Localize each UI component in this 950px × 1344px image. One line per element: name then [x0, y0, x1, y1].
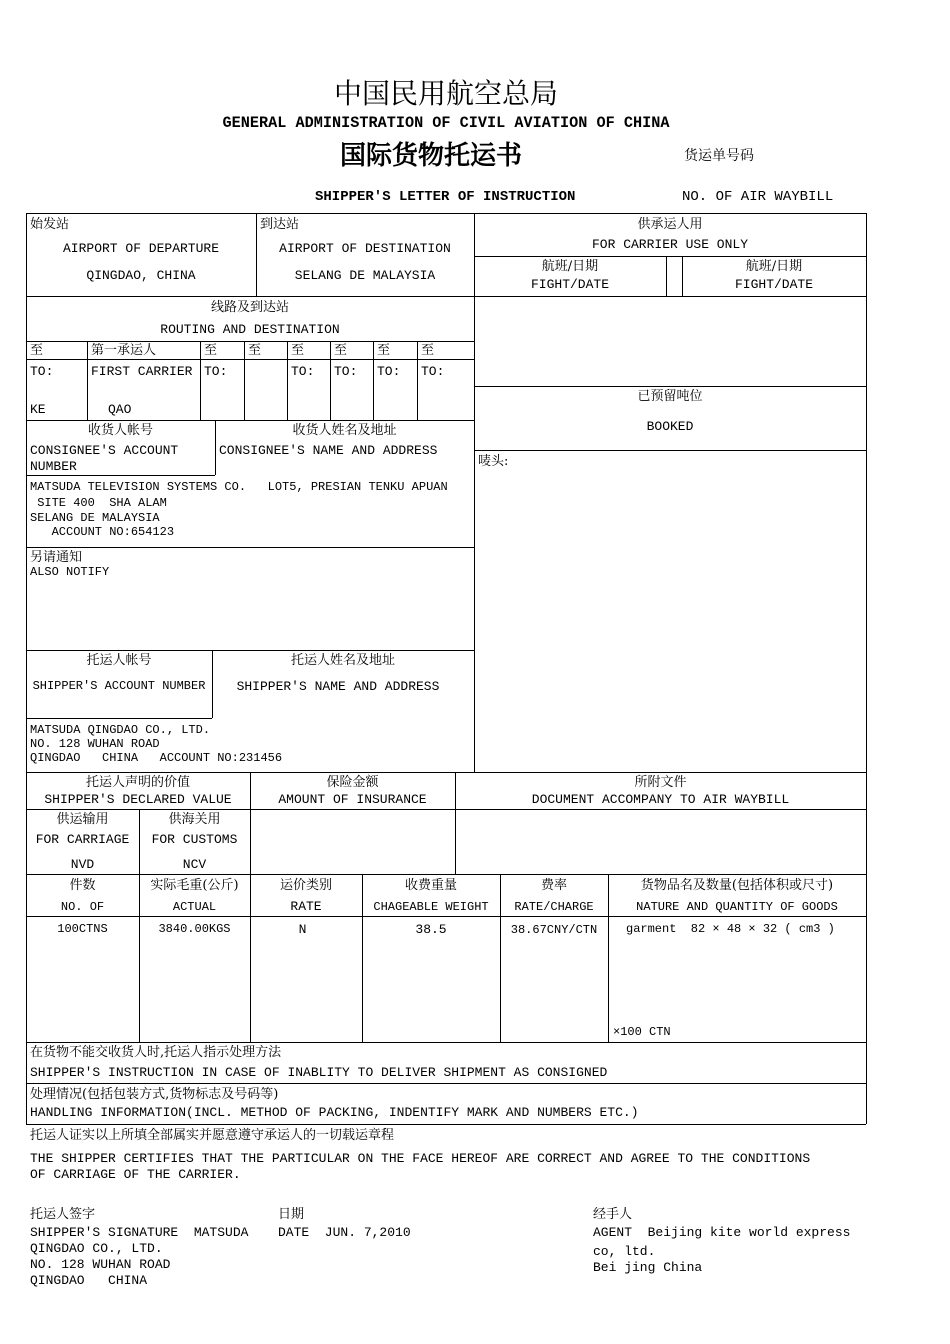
waybill-no-en: NO. OF AIR WAYBILL — [682, 189, 834, 205]
handling-label-cn: 处理情况(包括包装方式,货物标志及号码等) — [30, 1087, 279, 1102]
departure-label-cn: 始发站 — [30, 217, 70, 232]
signature-line-2: QINGDAO CO., LTD. — [30, 1241, 163, 1256]
shipper-address-line-1: MATSUDA QINGDAO CO., LTD. — [30, 723, 211, 737]
col-pieces-cn: 件数 — [69, 878, 96, 893]
title-en: GENERAL ADMINISTRATION OF CIVIL AVIATION OF CHINA — [222, 114, 670, 132]
consignee-address-line-4: ACCOUNT NO:654123 — [30, 525, 175, 539]
handling-label-en: HANDLING INFORMATION(INCL. METHOD OF PACKING, INDENTIFY MARK AND NUMBERS ETC.) — [30, 1105, 639, 1120]
route-to-7-en: TO: — [421, 364, 445, 379]
flight-date-1-cn: 航班/日期 — [541, 259, 599, 274]
notify-label-cn: 另请通知 — [30, 550, 83, 565]
instruction-label-en: SHIPPER'S INSTRUCTION IN CASE OF INABLITY TO DELIVER SHIPMENT AS CONSIGNED — [30, 1065, 608, 1080]
routing-label-en: ROUTING AND DESTINATION — [160, 322, 340, 337]
form-title-cn: 国际货物托运书 — [340, 141, 523, 171]
consignee-account-label-en-2: NUMBER — [30, 459, 77, 474]
insurance-label-cn: 保险金额 — [326, 775, 379, 790]
route-to-4-en: TO: — [291, 364, 315, 379]
date-label-cn: 日期 — [278, 1207, 305, 1222]
consignee-address-line-2: SITE 400 SHA ALAM — [30, 496, 167, 510]
route-to-1-cn: 至 — [30, 343, 44, 358]
waybill-no-cn: 货运单号码 — [684, 148, 754, 164]
customs-label-cn: 供海关用 — [168, 812, 221, 827]
carriage-value: NVD — [70, 857, 95, 872]
shipper-account-label-en: SHIPPER'S ACCOUNT NUMBER — [32, 679, 206, 693]
insurance-label-en: AMOUNT OF INSURANCE — [278, 792, 427, 807]
route-to-7-cn: 至 — [421, 343, 435, 358]
col-gross-weight-cn: 实际毛重(公斤) — [150, 878, 239, 893]
carriage-label-en: FOR CARRIAGE — [35, 832, 130, 847]
quantity-value: ×100 CTN — [613, 1025, 671, 1039]
first-carrier-cn: 第一承运人 — [91, 343, 157, 358]
col-gross-weight-en: ACTUAL — [172, 900, 217, 914]
consignee-account-label-cn: 收货人帐号 — [87, 423, 153, 438]
departure-value: QINGDAO, CHINA — [86, 268, 196, 283]
carriage-label-cn: 供运输用 — [56, 812, 109, 827]
booked-label-en: BOOKED — [646, 419, 694, 434]
consignee-name-label-en: CONSIGNEE'S NAME AND ADDRESS — [219, 443, 438, 458]
consignee-name-label-cn: 收货人姓名及地址 — [292, 423, 397, 438]
consignee-address-line-1: MATSUDA TELEVISION SYSTEMS CO. LOT5, PRESIAN TENKU APUAN — [30, 480, 448, 494]
route-to-2-en: TO: — [204, 364, 228, 379]
col-rate-charge-cn: 费率 — [540, 878, 567, 893]
certify-text-en-1: THE SHIPPER CERTIFIES THAT THE PARTICULAR ON THE FACE HEREOF ARE CORRECT AND AGREE TO THE CONDITIONS — [30, 1151, 811, 1166]
route-to-5-cn: 至 — [334, 343, 348, 358]
booked-label-cn: 已预留吨位 — [637, 389, 703, 404]
agent-line-2: co, ltd. — [593, 1244, 656, 1259]
shipper-name-label-en: SHIPPER'S NAME AND ADDRESS — [236, 679, 440, 694]
route-to-1-en: TO: — [30, 364, 54, 379]
signature-line-4: QINGDAO CHINA — [30, 1273, 148, 1288]
destination-value: SELANG DE MALAYSIA — [294, 268, 436, 283]
declared-value-label-en: SHIPPER'S DECLARED VALUE — [44, 792, 232, 807]
carrier-use-label-cn: 供承运人用 — [637, 217, 703, 232]
carrier-use-label-en: FOR CARRIER USE ONLY — [591, 237, 749, 252]
col-pieces-en: NO. OF — [60, 900, 105, 914]
consignee-account-label-en-1: CONSIGNEE'S ACCOUNT — [30, 443, 179, 458]
col-chargeable-weight-en: CHAGEABLE WEIGHT — [373, 900, 489, 914]
date-value: DATE JUN. 7,2010 — [278, 1225, 411, 1240]
documents-label-cn: 所附文件 — [634, 775, 687, 790]
destination-label-en: AIRPORT OF DESTINATION — [279, 241, 451, 256]
rate-class-value: N — [298, 922, 307, 937]
rate-charge-value: 38.67CNY/CTN — [510, 923, 598, 937]
shipper-account-label-cn: 托运人帐号 — [86, 653, 152, 668]
route-to-value: KE — [30, 402, 46, 417]
form-title-en: SHIPPER'S LETTER OF INSTRUCTION — [315, 189, 576, 205]
shipper-address-line-2: NO. 128 WUHAN ROAD — [30, 737, 160, 751]
instruction-label-cn: 在货物不能交收货人时,托运人指示处理方法 — [30, 1045, 282, 1060]
agent-label-cn: 经手人 — [593, 1207, 633, 1222]
route-to-3-cn: 至 — [248, 343, 262, 358]
routing-label-cn: 线路及到达站 — [210, 300, 289, 315]
documents-label-en: DOCUMENT ACCOMPANY TO AIR WAYBILL — [531, 792, 790, 807]
gross-weight-value: 3840.00KGS — [158, 922, 231, 936]
certify-text-en-2: OF CARRIAGE OF THE CARRIER. — [30, 1167, 241, 1182]
route-to-5-en: TO: — [334, 364, 358, 379]
departure-label-en: AIRPORT OF DEPARTURE — [62, 241, 220, 256]
first-carrier-value: QAO — [108, 402, 132, 417]
first-carrier-en: FIRST CARRIER — [91, 364, 193, 379]
pieces-value: 100CTNS — [57, 922, 108, 936]
signature-line-3: NO. 128 WUHAN ROAD — [30, 1257, 171, 1272]
chargeable-weight-value: 38.5 — [415, 922, 447, 937]
declared-value-label-cn: 托运人声明的价值 — [85, 775, 190, 790]
col-nature-cn: 货物品名及数量(包括体积或尺寸) — [640, 878, 834, 893]
route-to-6-en: TO: — [377, 364, 401, 379]
customs-value: NCV — [182, 857, 207, 872]
col-rate-charge-en: RATE/CHARGE — [514, 900, 594, 914]
signature-line-1: SHIPPER'S SIGNATURE MATSUDA — [30, 1225, 249, 1240]
col-chargeable-weight-cn: 收费重量 — [404, 878, 457, 893]
col-nature-en: NATURE AND QUANTITY OF GOODS — [636, 900, 838, 914]
shipper-address-line-3: QINGDAO CHINA ACCOUNT NO:231456 — [30, 751, 283, 765]
nature-value: garment 82 × 48 × 32 ( cm3 ) — [626, 922, 835, 936]
route-to-4-cn: 至 — [291, 343, 305, 358]
destination-label-cn: 到达站 — [260, 217, 300, 232]
certify-text-cn: 托运人证实以上所填全部属实并愿意遵守承运人的一切载运章程 — [30, 1128, 395, 1143]
consignee-address-line-3: SELANG DE MALAYSIA — [30, 511, 160, 525]
col-rate-class-cn: 运价类别 — [279, 878, 332, 893]
route-to-2-cn: 至 — [204, 343, 218, 358]
col-rate-class-en: RATE — [290, 899, 322, 914]
flight-date-1-en: FIGHT/DATE — [530, 277, 609, 292]
notify-label-en: ALSO NOTIFY — [30, 565, 110, 579]
flight-date-2-en: FIGHT/DATE — [734, 277, 813, 292]
shipper-name-label-cn: 托运人姓名及地址 — [290, 653, 395, 668]
agent-line-1: AGENT Beijing kite world express — [593, 1225, 851, 1240]
route-to-6-cn: 至 — [377, 343, 391, 358]
agent-line-3: Bei jing China — [593, 1260, 703, 1275]
signature-label-cn: 托运人签字 — [30, 1207, 96, 1222]
title-cn: 中国民用航空总局 — [333, 77, 558, 110]
marks-label-cn: 唛头: — [478, 454, 509, 469]
flight-date-2-cn: 航班/日期 — [745, 259, 803, 274]
customs-label-en: FOR CUSTOMS — [151, 832, 238, 847]
